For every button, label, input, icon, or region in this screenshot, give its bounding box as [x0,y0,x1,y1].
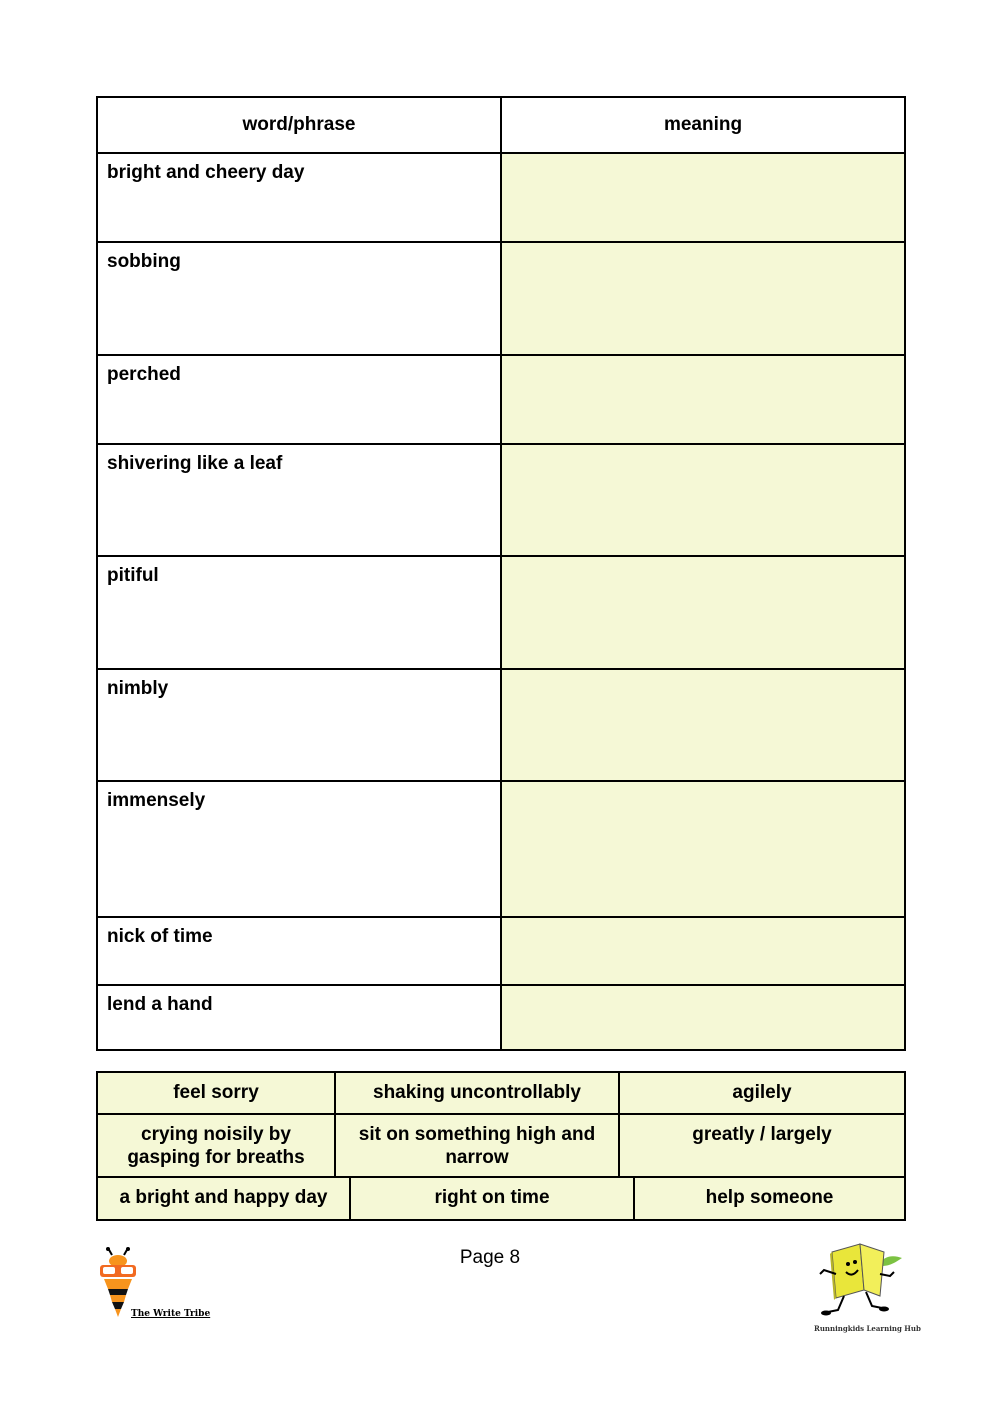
meaning-answer-box[interactable] [501,917,905,985]
running-book-icon [810,1240,910,1326]
table-row [97,242,905,355]
word-cell: nick of time [97,917,501,985]
word-cell: bright and cheery day [97,153,501,242]
header-row [97,97,905,153]
meaning-answer-box[interactable] [501,556,905,669]
word-bank-chip[interactable]: greatly / largely [619,1114,905,1179]
word-bank-chip[interactable]: shaking uncontrollably [335,1072,619,1114]
meaning-column-header: meaning [501,97,905,153]
table-row [97,985,905,1050]
table-row [97,669,905,781]
word-bank-lower [96,1176,906,1221]
word-bank-chip[interactable]: agilely [619,1072,905,1114]
word-bank-chip[interactable]: crying noisily by gasping for breaths [97,1114,335,1179]
word-cell: immensely [97,781,501,917]
word-bank-row [97,1072,905,1114]
meaning-answer-box[interactable] [501,781,905,917]
write-tribe-logo-text: The Write Tribe [131,1309,211,1319]
runningkids-logo-text: Runningkids Learning Hub [814,1324,921,1333]
table-row [97,781,905,917]
word-cell: sobbing [97,242,501,355]
meaning-answer-box[interactable] [501,444,905,556]
meaning-answer-box[interactable] [501,669,905,781]
word-bank-upper [96,1071,906,1180]
write-tribe-logo [98,1247,211,1327]
table-row [97,153,905,242]
table-row [97,556,905,669]
word-column-header: word/phrase [97,97,501,153]
word-cell: perched [97,355,501,444]
word-bank-chip[interactable]: help someone [634,1177,905,1220]
vocabulary-table [96,96,906,1051]
word-cell: pitiful [97,556,501,669]
word-bank-chip[interactable]: feel sorry [97,1072,335,1114]
page-number: Page 8 [459,1247,521,1268]
table-row [97,444,905,556]
table-row [97,917,905,985]
word-bank-row [97,1114,905,1179]
meaning-answer-box[interactable] [501,242,905,355]
meaning-answer-box[interactable] [501,153,905,242]
word-bank-row [97,1177,905,1220]
table-row [97,355,905,444]
meaning-answer-box[interactable] [501,985,905,1050]
word-cell: shivering like a leaf [97,444,501,556]
word-bank-chip[interactable]: a bright and happy day [97,1177,350,1220]
word-cell: lend a hand [97,985,501,1050]
word-bank-chip[interactable]: sit on something high and narrow [335,1114,619,1179]
word-bank-chip[interactable]: right on time [350,1177,634,1220]
word-cell: nimbly [97,669,501,781]
runningkids-logo [810,1240,921,1344]
meaning-answer-box[interactable] [501,355,905,444]
